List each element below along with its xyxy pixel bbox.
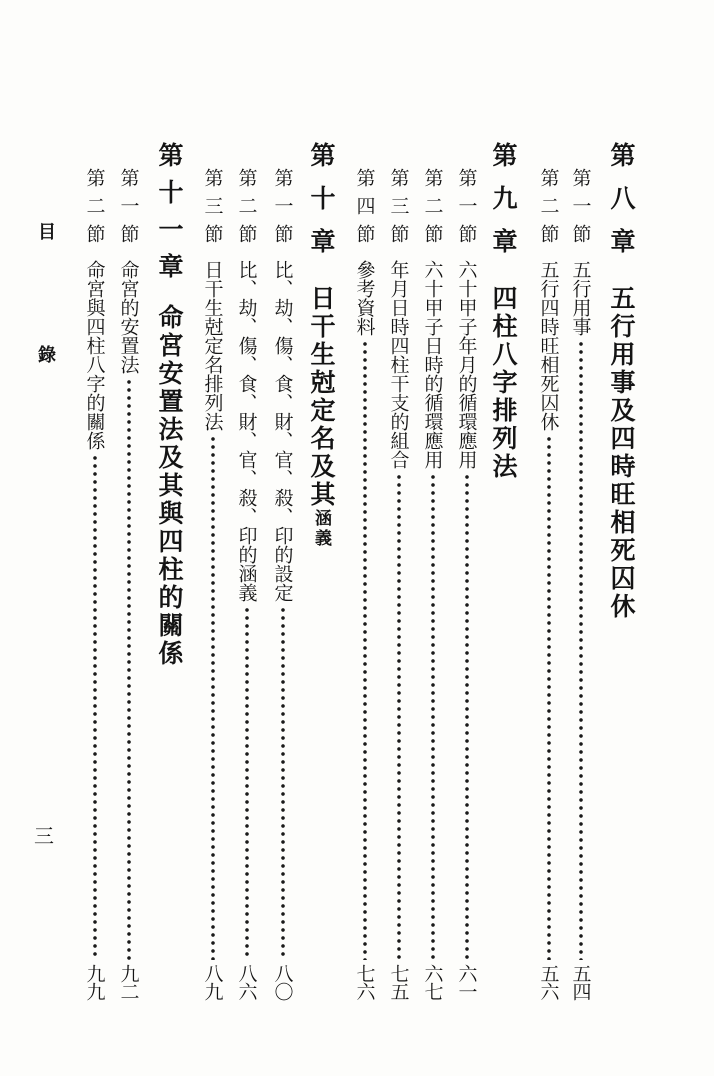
- chapter-10-heading: [304, 142, 338, 992]
- section-number: 第一節: [455, 168, 478, 252]
- section-number: 第二節: [537, 168, 560, 252]
- chapter-number: 第十章: [307, 142, 336, 271]
- toc-entry-9-3[interactable]: [382, 168, 416, 1000]
- dot-leader: [78, 454, 112, 960]
- dot-leader: [266, 606, 300, 960]
- chapter-number: 第十一章: [155, 142, 184, 290]
- toc-entry-9-2[interactable]: [416, 168, 450, 1000]
- page-number: 九二: [117, 964, 140, 1000]
- chapter-title-small: 涵義: [311, 509, 331, 549]
- toc-entry-9-1[interactable]: [450, 168, 484, 1000]
- section-number: 第一節: [271, 168, 294, 252]
- toc-entry-9-4[interactable]: [348, 168, 382, 1000]
- chapter-title: 四柱八字排列法: [489, 285, 518, 481]
- page-number: 八六: [235, 964, 258, 1000]
- section-title: 日干生尅定名排列法: [201, 260, 224, 431]
- page-number: 九九: [83, 964, 106, 1000]
- section-number: 第三節: [201, 168, 224, 252]
- dot-leader: [348, 340, 382, 960]
- dot-leader: [196, 435, 230, 960]
- section-title: 參考資料: [353, 260, 376, 336]
- section-number: 第二節: [421, 168, 444, 252]
- dot-leader: [532, 435, 566, 960]
- section-title: 年月日時四柱干支的組合: [387, 260, 410, 469]
- chapter-9-heading: [486, 142, 520, 992]
- toc-entry-10-3[interactable]: [196, 168, 230, 1000]
- page-number: 七六: [353, 964, 376, 1000]
- chapter-title: 五行用事及四時旺相死囚休: [607, 285, 636, 621]
- page-number: 五四: [569, 964, 592, 1000]
- chapter-number: 第八章: [607, 142, 636, 271]
- toc-entry-8-2[interactable]: [532, 168, 566, 1000]
- dot-leader: [450, 473, 484, 960]
- page-number: 六七: [421, 964, 444, 1000]
- folio-page-number: 三: [34, 824, 54, 848]
- section-number: 第一節: [117, 168, 140, 252]
- toc-entry-10-1[interactable]: [266, 168, 300, 1000]
- section-title: 六十甲子年月的循環應用: [455, 260, 478, 469]
- dot-leader: [564, 340, 598, 960]
- toc-entry-10-2[interactable]: [230, 168, 264, 1000]
- page-number: 八九: [201, 964, 224, 1000]
- chapter-8-heading: [604, 142, 638, 992]
- page-number: 八〇: [271, 964, 294, 1000]
- chapter-title: 命宮安置法及其與四柱的關係: [155, 304, 184, 668]
- section-title: 五行四時旺相死囚休: [537, 260, 560, 431]
- dot-leader: [230, 606, 264, 960]
- section-title: 比、劫、傷、食、財、官、殺、印的涵義: [235, 260, 258, 602]
- dot-leader: [382, 473, 416, 960]
- section-number: 第三節: [387, 168, 410, 252]
- page-number: 五六: [537, 964, 560, 1000]
- chapter-title: 日干生尅定名及其涵義: [307, 285, 336, 549]
- toc-entry-11-2[interactable]: [78, 168, 112, 1000]
- section-title: 六十甲子日時的循環應用: [421, 260, 444, 469]
- section-number: 第二節: [235, 168, 258, 252]
- section-number: 第二節: [83, 168, 106, 252]
- section-number: 第一節: [569, 168, 592, 252]
- section-title: 比、劫、傷、食、財、官、殺、印的設定: [271, 260, 294, 602]
- chapter-11-heading: [152, 142, 186, 992]
- chapter-number: 第九章: [489, 142, 518, 271]
- section-title: 命宮與四柱八字的關係: [83, 260, 106, 450]
- dot-leader: [416, 473, 450, 960]
- toc-entry-8-1[interactable]: [564, 168, 598, 1000]
- toc-entry-11-1[interactable]: [112, 168, 146, 1000]
- section-title: 命宮的安置法: [117, 260, 140, 374]
- section-title: 五行用事: [569, 260, 592, 336]
- dot-leader: [112, 378, 146, 960]
- page-number: 七五: [387, 964, 410, 1000]
- page-number: 六一: [455, 964, 478, 1000]
- section-number: 第四節: [353, 168, 376, 252]
- margin-running-title: 目 錄: [35, 222, 56, 405]
